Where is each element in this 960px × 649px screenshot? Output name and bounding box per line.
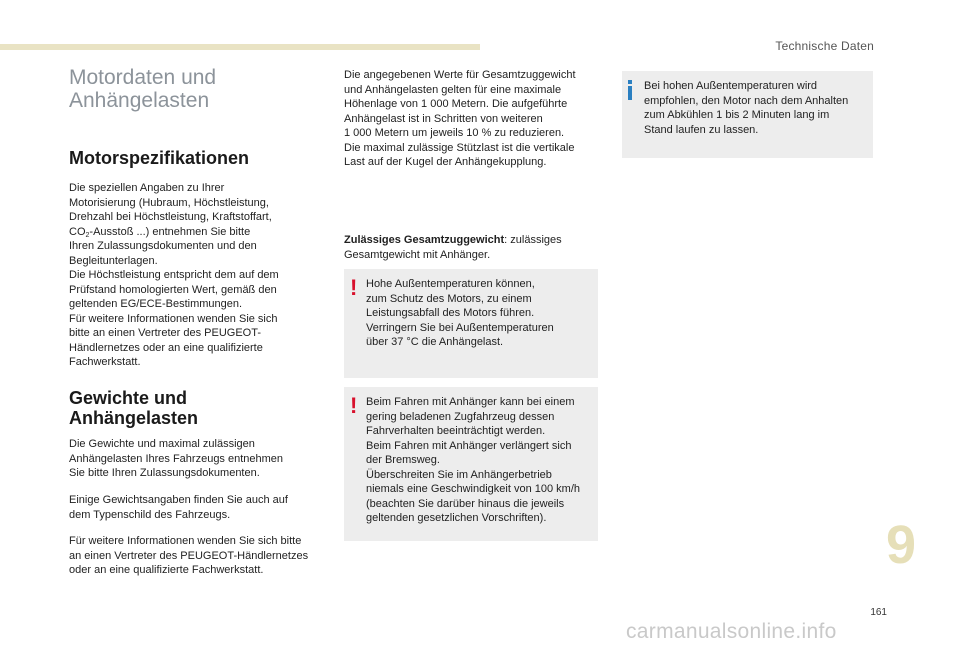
- info-icon: [628, 80, 632, 100]
- term-zulaessiges-gesamtzuggewicht: Zulässiges Gesamtzuggewicht: [344, 234, 505, 246]
- motor-subscript: 2: [85, 231, 90, 239]
- paragraph-gesamtzuggewicht-info: Die angegebenen Werte für Gesamtzuggewicht und Anhängelasten gelten für eine maximale Höhenlage von 1 000 Metern. Die aufgeführte Anhängelast ist in Schritten von weiteren 1 000 Metern um jeweils 10 % zu reduzieren. Die maximal zulässige Stützlast ist die vertikale Last auf der Kugel der Anhängekupplung.: [344, 69, 576, 168]
- watermark: carmanualsonline.info: [626, 620, 837, 643]
- chapter-number: 9: [886, 515, 917, 575]
- warning-text-temperature: Hohe Außentemperaturen können, zum Schutz des Motors, zu einem Leistungsabfall des Motors führen. Verringern Sie bei Außentemperaturen über 37 °C die Anhängelast.: [366, 278, 554, 348]
- paragraph-gewichte-2: Einige Gewichtsangaben finden Sie auch auf dem Typenschild des Fahrzeugs.: [69, 494, 288, 521]
- page-number: 161: [870, 607, 887, 618]
- motor-text-a: Die speziellen Angaben zu Ihrer Motorisierung (Hubraum, Höchstleistung, Drehzahl bei Höchstleistung, Kraftstoffart, CO: [69, 182, 272, 238]
- info-box-engine-cooling: [622, 71, 873, 158]
- header-accent-bar: [0, 44, 480, 50]
- page-title: Motordaten und Anhängelasten: [69, 66, 217, 112]
- motor-text-b: -Ausstoß ...) entnehmen Sie bitte Ihren Zulassungsdokumenten und den Begleitunterlagen. Die Höchstleistung entspricht dem auf dem Prüfstand homologierten Wert, gemäß den geltenden EG/ECE-Bestimmungen. Für weitere Informationen wenden Sie sich bitte an einen Vertreter des PEUGEOT- Händlernetzes oder an eine qualifizierte Fachwerkstatt.: [69, 225, 279, 368]
- warning-icon: !: [350, 393, 358, 418]
- definition-zulaessiges-gesamtzuggewicht: : zulässiges Gesamtgewicht mit Anhänger.: [344, 234, 562, 261]
- warning-box-temperature: [344, 269, 598, 378]
- info-text-engine-cooling: Bei hohen Außentemperaturen wird empfohlen, den Motor nach dem Anhalten zum Abkühlen 1 bis 2 Minuten lang im Stand laufen zu lassen.: [644, 80, 849, 136]
- warning-box-trailer: [344, 387, 598, 541]
- warning-text-trailer: Beim Fahren mit Anhänger kann bei einem gering beladenen Zugfahrzeug dessen Fahrverhalten beeinträchtigt werden. Beim Fahren mit Anhänger verlängert sich der Bremsweg. Überschreiten Sie im Anhängerbetrieb niemals eine Geschwindigkeit von 100 km/h (beachten Sie darüber hinaus die jeweils geltenden gesetzlichen Vorschriften).: [366, 396, 581, 524]
- heading-motorspezifikationen: Motorspezifikationen: [69, 148, 250, 168]
- section-name: Technische Daten: [775, 39, 874, 53]
- paragraph-motorspezifikationen: [69, 181, 329, 370]
- paragraph-gewichte-3: Für weitere Informationen wenden Sie sich bitte an einen Vertreter des PEUGEOT-Händlernetzes oder an eine qualifizierte Fachwerkstatt.: [69, 535, 309, 576]
- paragraph-gewichte-1: Die Gewichte und maximal zulässigen Anhängelasten Ihres Fahrzeugs entnehmen Sie bitte Ihren Zulassungsdokumenten.: [69, 438, 284, 479]
- paragraph-zulaessiges-gesamtzuggewicht: [344, 233, 604, 262]
- heading-gewichte: Gewichte und Anhängelasten: [69, 388, 199, 428]
- warning-icon: !: [350, 275, 358, 300]
